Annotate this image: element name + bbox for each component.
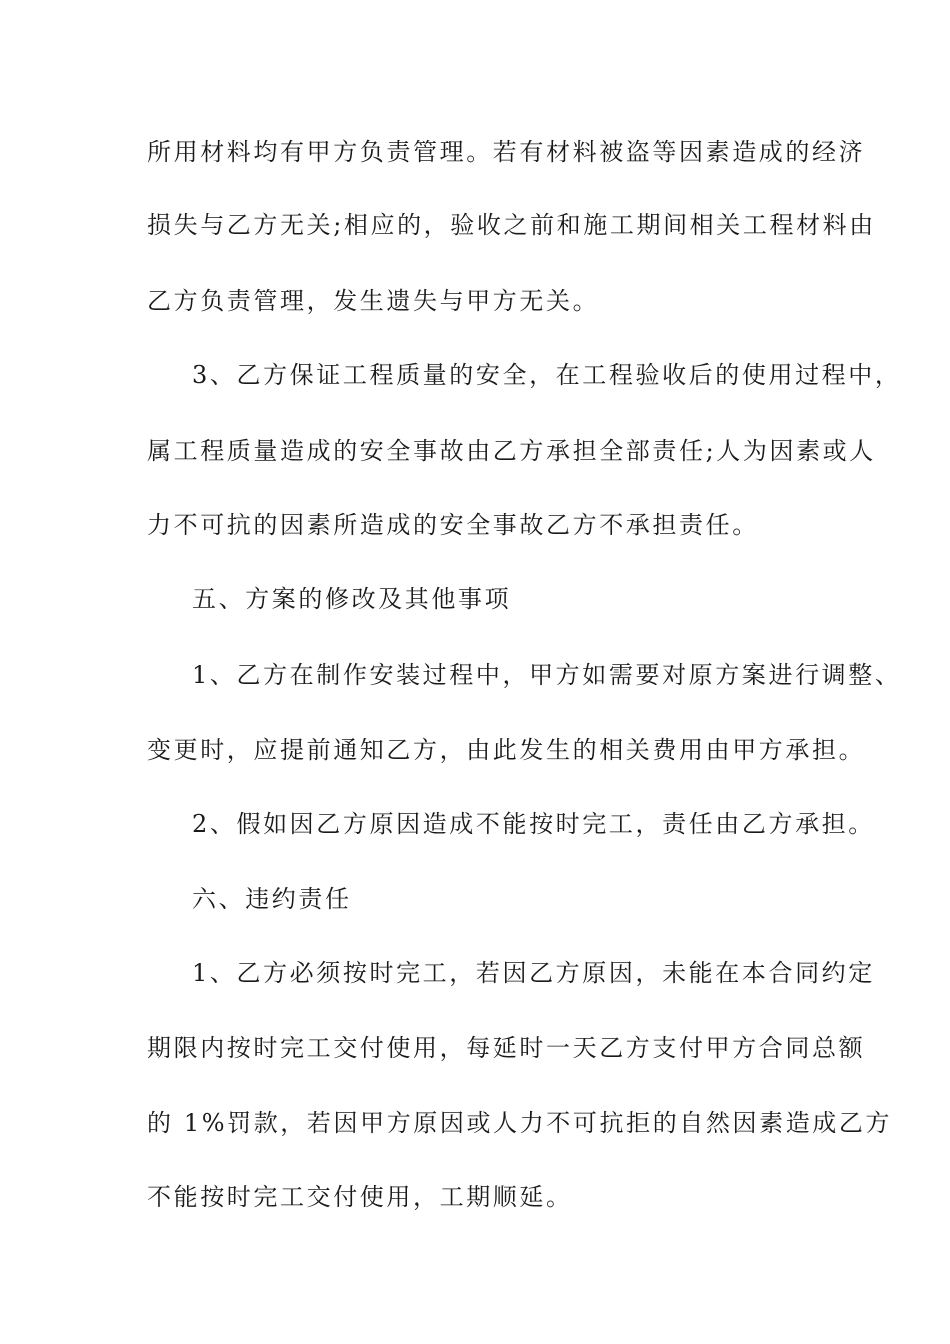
text-line: 乙方负责管理，发生遗失与甲方无关。: [147, 287, 600, 315]
paragraph-start-line: 1、乙方在制作安装过程中，甲方如需要对原方案进行调整、: [192, 661, 902, 689]
text-line: 力不可抗的因素所造成的安全事故乙方不承担责任。: [147, 511, 759, 539]
text-line: 的 1%罚款，若因甲方原因或人力不可抗拒的自然因素造成乙方: [147, 1109, 893, 1137]
section-heading: 六、违约责任: [192, 885, 352, 913]
text-line: 损失与乙方无关;相应的，验收之前和施工期间相关工程材料由: [147, 211, 876, 239]
paragraph-start-line: 2、假如因乙方原因造成不能按时完工，责任由乙方承担。: [192, 810, 875, 838]
text-line: 不能按时完工交付使用，工期顺延。: [147, 1183, 573, 1211]
text-line: 变更时，应提前通知乙方，由此发生的相关费用由甲方承担。: [147, 736, 866, 764]
paragraph-start-line: 3、乙方保证工程质量的安全，在工程验收后的使用过程中，: [192, 361, 902, 389]
section-heading: 五、方案的修改及其他事项: [192, 585, 512, 613]
text-line: 属工程质量造成的安全事故由乙方承担全部责任;人为因素或人: [147, 437, 876, 465]
text-line: 所用材料均有甲方负责管理。若有材料被盗等因素造成的经济: [147, 138, 866, 166]
text-line: 期限内按时完工交付使用，每延时一天乙方支付甲方合同总额: [147, 1034, 866, 1062]
paragraph-start-line: 1、乙方必须按时完工，若因乙方原因，未能在本合同约定: [192, 959, 875, 987]
